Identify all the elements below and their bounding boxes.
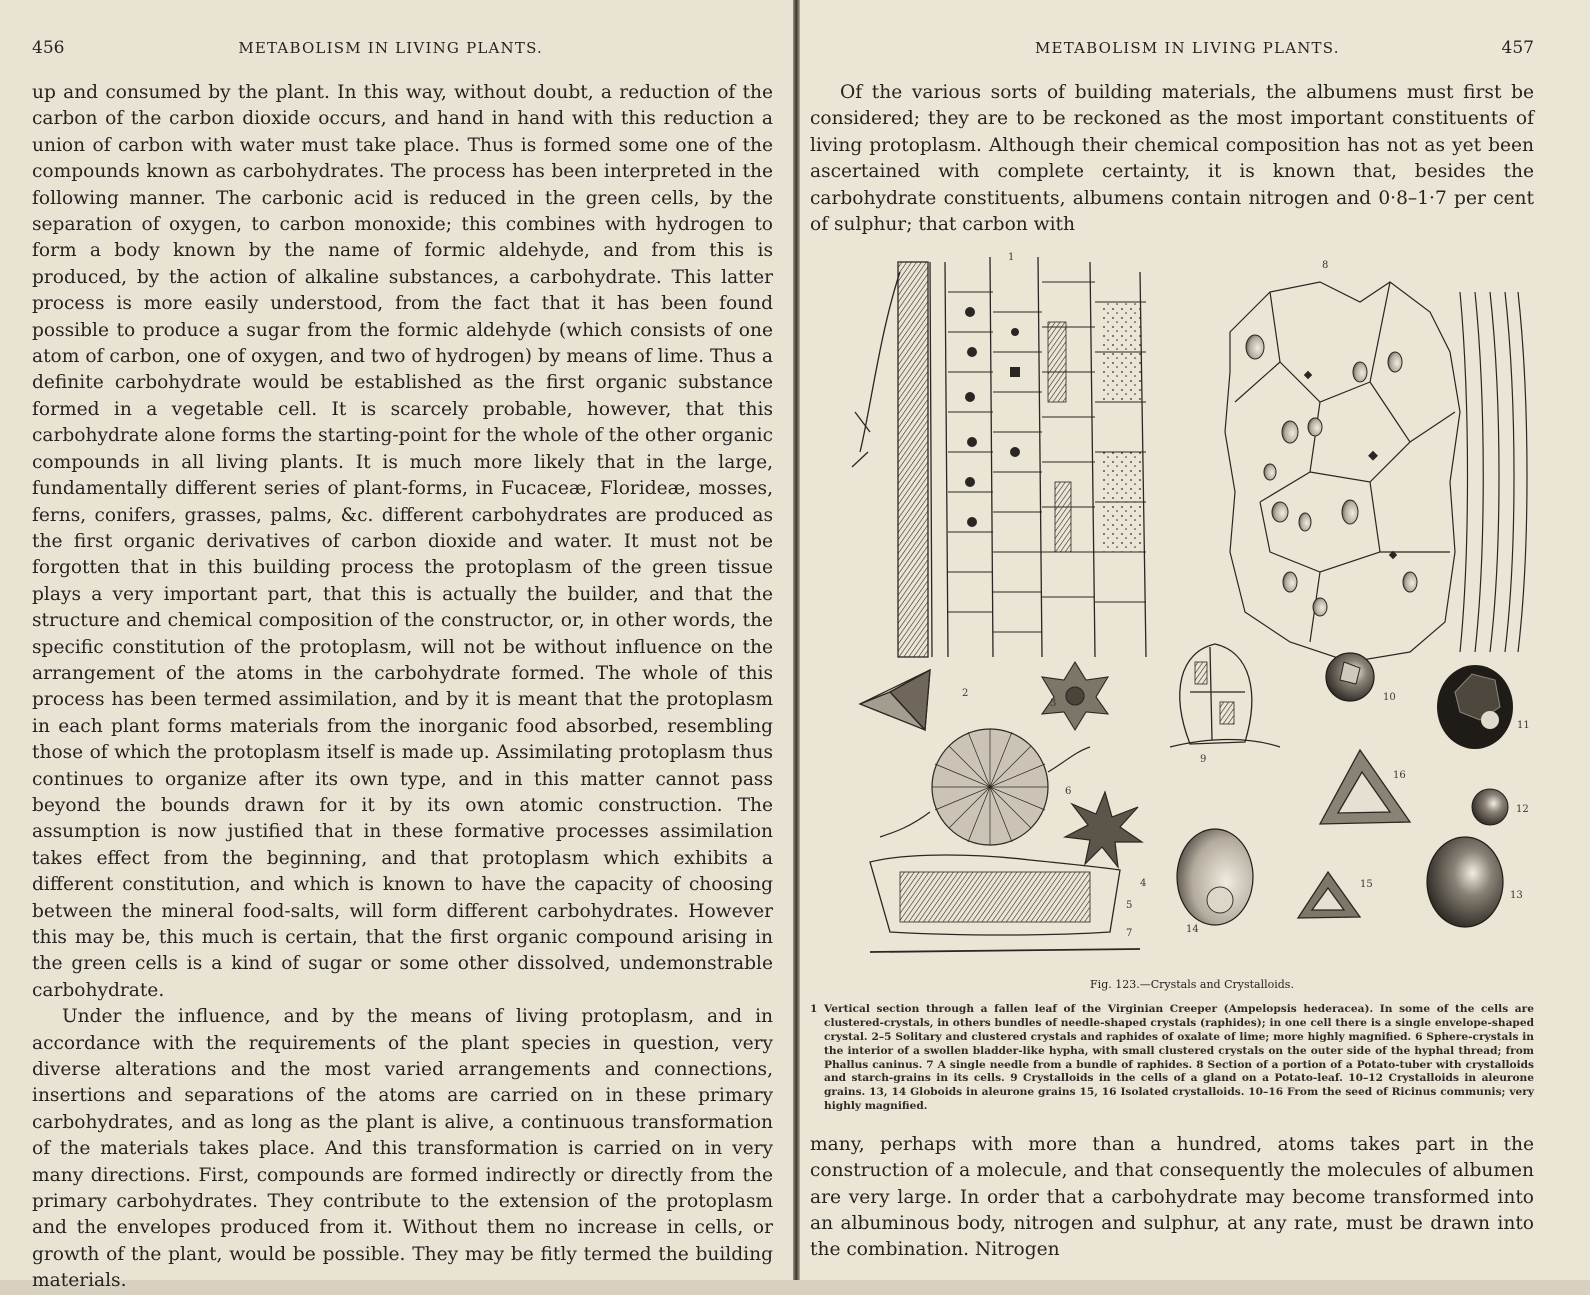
fig-12-aleurone-crystalloid (1472, 789, 1508, 825)
figure-crystals-illustration (850, 252, 1570, 972)
figure-label-8: 8 (1322, 260, 1329, 272)
left-page-number: 456 (32, 38, 65, 58)
fig-5-raphide-bundle (870, 855, 1120, 935)
fig-13-globoid (1427, 837, 1503, 927)
fig-1-leaf-section (852, 257, 1146, 657)
right-running-head (810, 38, 1534, 58)
figure-label-15: 15 (1360, 879, 1373, 891)
figure-label-12: 12 (1516, 804, 1529, 816)
figure-label-16: 16 (1393, 770, 1406, 782)
figure-label-11: 11 (1517, 720, 1530, 732)
fig-10-aleurone-crystalloid (1326, 653, 1374, 701)
fig-8-potato-section (1225, 282, 1527, 662)
right-top-paragraph: Of the various sorts of building materials, the albumens must first be considered; they are to be reckoned as the most important constituents of living protoplasm. Although their chemical composition has not as yet been ascertained with complete certainty, it is known that, besides the carbohydrate constituents, albumens contain nitrogen and 0·8–1·7 per cent of sulphur; that carbon with (810, 82, 1534, 236)
fig-4-raphide-cluster (1065, 792, 1142, 867)
figure-label-5: 5 (1126, 900, 1133, 912)
figure-label-10: 10 (1383, 692, 1396, 704)
fig-11-aleurone-crystalloid (1437, 665, 1513, 749)
figure-title: Fig. 123.—Crystals and Crystalloids. (1090, 978, 1294, 992)
figure-caption: 1 Vertical section through a fallen leaf of the Virginian Creeper (Ampelopsis hederacea). In some of the cells are clustered-crystals, in others bundles of needle-shaped crystals (raphides); in one cell there is a single envelope-shaped crystal. 2–5 Solitary and clustered crystals and raphides of oxalate of lime; more highly magnified. 6 Sphere-crystals in the interior of a swollen bladder-like hypha, with small clustered crystals on the outer side of the hyphal thread; from Phallus caninus. 7 A single needle from a bundle of raphides. 8 Section of a portion of a Potato-tuber with crystalloids and starch-grains in its cells. 9 Crystalloids in the cells of a gland on a Potato-leaf. 10–12 Crystalloids in aleurone grains. 13, 14 Globoids in aleurone grains 15, 16 Isolated crystalloids. 10–16 From the seed of Ricinus communis; very highly magnified. (810, 1003, 1534, 1113)
fig-3-clustered-crystal (1042, 662, 1108, 730)
fig-16-triangular-crystalloid (1320, 750, 1410, 824)
figure-label-2: 2 (962, 688, 969, 700)
left-running-head (32, 38, 773, 58)
figure-label-4: 4 (1140, 878, 1147, 890)
fig-6-sphere-crystal (880, 729, 1090, 845)
figure-label-7: 7 (1126, 928, 1133, 940)
fig-7-needle (870, 949, 1140, 952)
fig-9-gland-crystalloids (1170, 644, 1280, 747)
book-gutter (793, 0, 800, 1280)
figure-label-3: 3 (1050, 698, 1057, 710)
fig-2-crystal (860, 670, 930, 730)
right-running-title: METABOLISM IN LIVING PLANTS. (1035, 39, 1340, 57)
right-page-number: 457 (1501, 38, 1534, 58)
figure-drawing (850, 252, 1570, 972)
figure-label-14: 14 (1186, 924, 1199, 936)
figure-label-6: 6 (1065, 786, 1072, 798)
fig-15-isolated-crystalloid (1298, 872, 1360, 918)
figure-label-9: 9 (1200, 754, 1207, 766)
left-page (0, 0, 793, 1292)
fig-14-globoid (1177, 829, 1253, 925)
figure-label-1: 1 (1008, 252, 1015, 264)
left-paragraph-1: up and consumed by the plant. In this way, without doubt, a reduction of the carbon of the carbon dioxide occurs, and hand in hand with this reduction a union of carbon with water must take place. Thus is formed some one of the compounds known as carbohydrates. The process has been interpreted in the following manner. The carbonic acid is reduced in the green cells, by the separation of oxygen, to carbon monoxide; this combines with hydrogen to form a body known by the name of formic aldehyde, and from this is produced, by the action of alkaline substances, a carbohydrate. This latter process is more easily understood, from the fact that it has been found possible to produce a sugar from the formic aldehyde (which consists of one atom of carbon, one of oxygen, and two of hydrogen) by means of lime. Thus a definite carbohydrate would be established as the first organic substance formed in a vegetable cell. It is scarcely probable, however, that this carbohydrate alone forms the starting-point for the whole of the other organic compounds in all living plants. It is much more likely that in the large, fundamentally different series of plant-forms, in Fucaceæ, Florideæ, mosses, ferns, conifers, grasses, palms, &c. different carbohydrates are produced as the first organic derivatives of carbon dioxide and water. It must not be forgotten that in this building process the protoplasm of the green tissue plays a very important part, that this is actually the builder, and that the structure and chemical composition of the constructor, or, in other words, the specific constitution of the protoplasm, will not be without influence on the arrangement of the atoms in the carbohydrate formed. The whole of this process has been termed assimilation, and by it is meant that the protoplasm in each plant forms materials from the inorganic food absorbed, resembling those of which the protoplasm itself is made up. Assimilating protoplasm thus continues to organize after its own type, and in this matter cannot pass beyond the bounds drawn for it by its own atomic construction. The assumption is now justified that in these formative processes assimilation takes effect from the beginning, and that protoplasm which exhibits a different constitution, and which is known to have the capacity of choosing between the mineral food-salts, will form different carbohydrates. However this may be, this much is certain, that the first organic compound arising in the green cells is a kind of sugar or some other dissolved, undemonstrable carbohydrate. (32, 82, 773, 1001)
right-bottom-paragraph: many, perhaps with more than a hundred, atoms takes part in the construction of a molecule, and that consequently the molecules of albumen are very large. In order that a carbohydrate may become transformed into an albuminous body, nitrogen and sulphur, at any rate, must be drawn into the combination. Nitrogen (810, 1133, 1534, 1261)
left-paragraph-2: Under the influence, and by the means of living protoplasm, and in accordance with the requirements of the plant species in question, very diverse alterations and the most varied arrangements and connections, insertions and separations of the atoms are carried on in these primary carbohydrates, and as long as the plant is alive, a continuous transformation of the materials takes place. And this transformation is carried on in very many directions. First, compounds are formed indirectly or directly from the primary carbohydrates. They contribute to the extension of the protoplasm and the envelopes produced from it. Without them no increase in cells, or growth of the plant, would be possible. They may be fitly termed the building materials. (32, 1006, 773, 1292)
right-page (800, 0, 1590, 1280)
figure-label-13: 13 (1510, 890, 1523, 902)
left-running-title: METABOLISM IN LIVING PLANTS. (238, 39, 543, 57)
